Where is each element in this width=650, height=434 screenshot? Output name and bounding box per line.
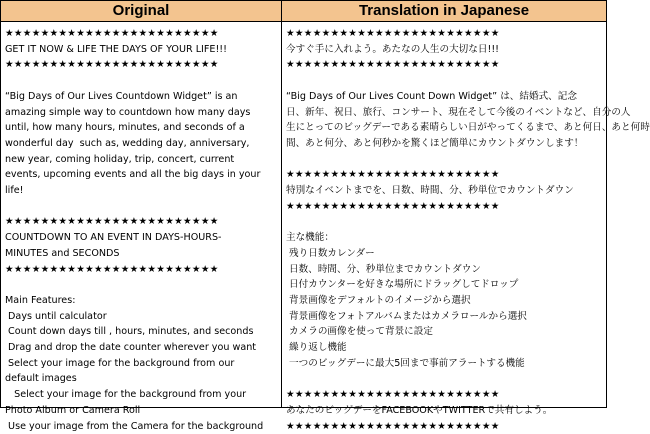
translation-star-divider: ★★★★★★★★★★★★★★★★★★★★★★★★ (286, 28, 500, 39)
original-line: events, upcoming events and all the big days in your (5, 169, 261, 181)
translation-header: Translation in Japanese (282, 1, 606, 22)
original-line: until, how many hours, minutes, and seconds of a (5, 122, 245, 134)
translation-star-divider: ★★★★★★★★★★★★★★★★★★★★★★★★ (286, 420, 500, 432)
original-star-divider: ★★★★★★★★★★★★★★★★★★★★★★★★ (5, 216, 219, 228)
original-star-divider: ★★★★★★★★★★★★★★★★★★★★★★★★ (5, 263, 219, 275)
translation-spacer (286, 73, 603, 89)
translation-column (282, 1, 650, 432)
original-line: Select your image for the background from our (5, 357, 235, 369)
translation-line: 一つのビッグデーに最大5回まで事前アラートする機能 (286, 357, 525, 369)
translation-line: 特別なイベントまでを、日数、時間、分、秒単位でカウントダウン (286, 185, 574, 196)
translation-line: 背景画像をデフォルトのイメージから選択 (286, 294, 471, 306)
translation-line: 日、新年、祝日、旅行、コンサート、現在そして今後のイベントなど、自分の人 (286, 106, 631, 118)
translation-line: 生にとってのビッグデーである素晴らしい日がやってくるまで、あと何日、あと何時 (286, 122, 650, 134)
original-line: COUNTDOWN TO AN EVENT IN DAYS-HOURS- (5, 232, 222, 244)
translation-star-divider: ★★★★★★★★★★★★★★★★★★★★★★★★ (286, 389, 500, 401)
original-star-divider: ★★★★★★★★★★★★★★★★★★★★★★★★ (5, 59, 219, 71)
original-line: Drag and drop the date counter wherever you want (5, 342, 257, 354)
original-line: amazing simple way to countdown how many days (5, 106, 251, 118)
original-line: Days until calculator (5, 310, 107, 322)
translation-star-divider: ★★★★★★★★★★★★★★★★★★★★★★★★ (286, 169, 500, 181)
translation-line: 背景画像をフォトアルバムまたはカメラロールから選択 (286, 310, 527, 322)
translation-spacer (286, 152, 603, 168)
original-line: Select your image for the background from your (5, 389, 247, 401)
translation-star-divider: ★★★★★★★★★★★★★★★★★★★★★★★★ (286, 200, 500, 212)
translation-line: 残り日数カレンダー (286, 247, 375, 259)
translation-line: 間、あと何分、あと何秒かを驚くほど簡単にカウントダウンします！ (286, 137, 584, 149)
translation-line: 日数、時間、分、秒単位までカウントダウン (286, 263, 481, 275)
original-line: Use your image from the Camera for the background (5, 420, 264, 432)
original-line: GET IT NOW & LIFE THE DAYS OF YOUR LIFE!!! (5, 43, 227, 55)
translation-line: 主な機能： (286, 232, 334, 244)
translation-line: 今すぐ手に入れよう。あたなの人生の大切な日!!! (286, 43, 500, 55)
original-spacer (5, 73, 278, 89)
translation-line: “Big Days of Our Lives Count Down Widget” は、結婚式、記念 (286, 90, 577, 102)
original-line: default images (5, 373, 77, 385)
original-spacer (5, 199, 278, 215)
original-text (1, 22, 281, 434)
original-star-divider: ★★★★★★★★★★★★★★★★★★★★★★★★ (5, 28, 219, 39)
original-line: wonderful day such as, wedding day, anniversary, (5, 137, 250, 149)
original-header: Original (1, 1, 281, 22)
original-line: Photo Album or Camera Roll (5, 404, 141, 416)
translation-line: カメラの画像を使って背景に設定 (286, 326, 433, 338)
original-line: life! (5, 185, 24, 197)
translation-star-divider: ★★★★★★★★★★★★★★★★★★★★★★★★ (286, 59, 500, 71)
original-line: new year, coming holiday, trip, concert, current (5, 153, 235, 165)
original-spacer (5, 277, 278, 293)
original-line: “Big Days of Our Lives Countdown Widget” is an (5, 90, 238, 102)
original-line: MINUTES and SECONDS (5, 247, 120, 259)
translation-text (282, 22, 650, 434)
original-line: Main Features: (5, 294, 76, 306)
original-line: Count down days till , hours, minutes, and seconds (5, 326, 254, 338)
translation-spacer (286, 214, 603, 230)
translation-line: あなたのビッグデーをFACEBOOKやTWITTERで共有しよう。 (286, 404, 553, 416)
translation-spacer (286, 371, 603, 387)
translation-line: 日付カウンターを好きな場所にドラッグしてドロップ (286, 279, 519, 291)
translation-line: 繰り返し機能 (286, 342, 347, 354)
original-column (1, 1, 282, 432)
